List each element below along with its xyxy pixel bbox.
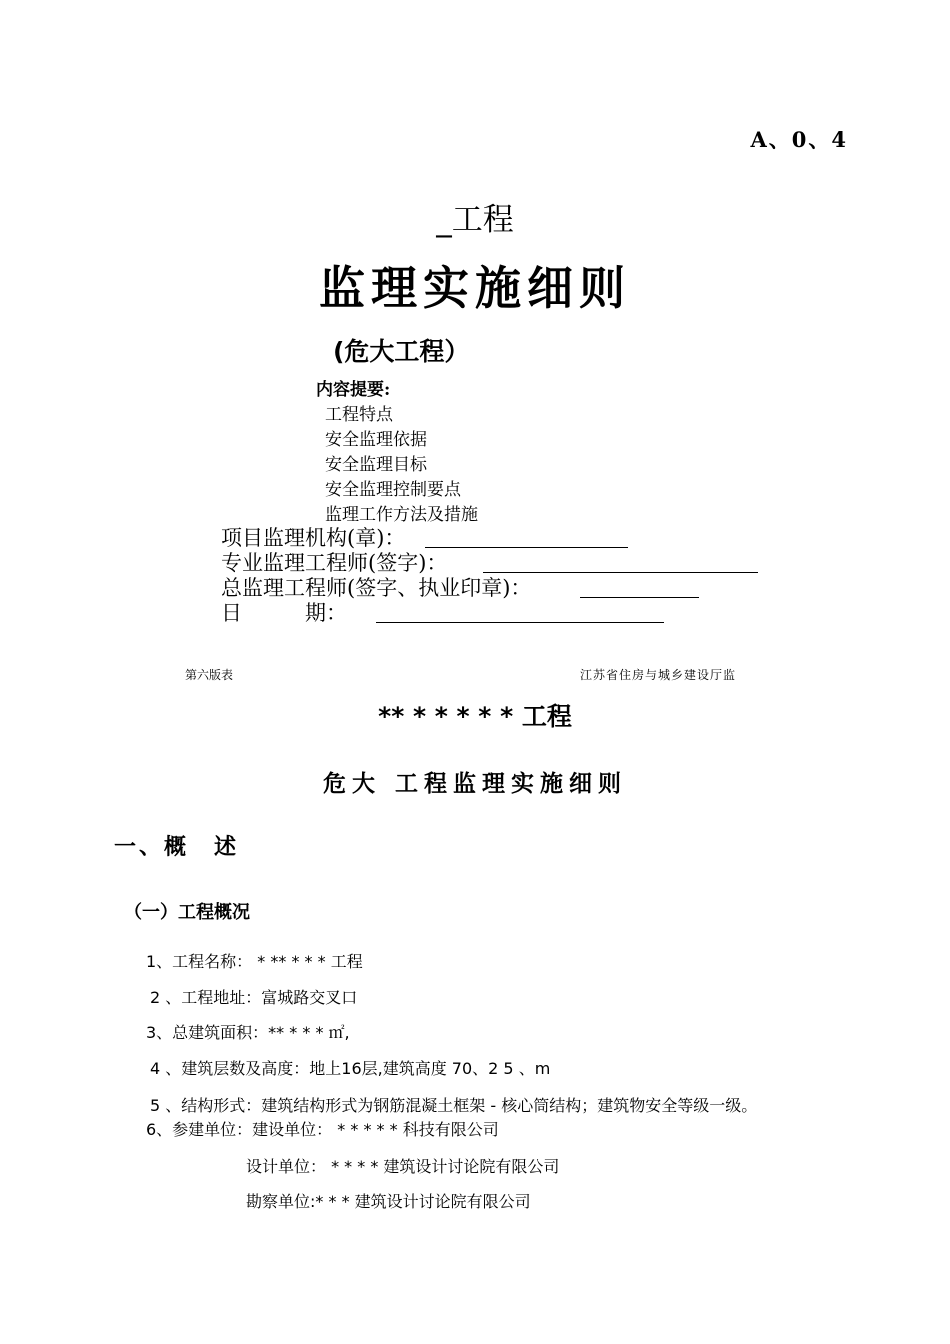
subsection-heading: （一）工程概况 (124, 902, 250, 923)
toc-item: 安全监理依据 (325, 430, 427, 450)
cover-subtitle: (危大工程） (333, 337, 470, 366)
sign-date-label: 日 期： (221, 601, 347, 625)
section-heading: 一、概 述 (114, 835, 240, 860)
sign-org-line (425, 547, 628, 548)
cover-project-line: _工程 (436, 202, 514, 238)
sign-engineer-label: 专业监理工程师(签字)： (221, 551, 448, 575)
sign-chief-label: 总监理工程师(签字、执业印章)： (221, 576, 532, 600)
toc-item: 安全监理目标 (325, 455, 427, 475)
sign-date-line (376, 622, 664, 623)
overview-item: 2 、工程地址：富城路交叉口 (150, 988, 358, 1007)
project-title: ** * * * * * 工程 (378, 702, 572, 731)
overview-item: 5 、结构形式：建筑结构形式为钢筋混凝土框架 - 核心筒结构；建筑物安全等级一级。 (150, 1096, 758, 1115)
overview-item: 4 、建筑层数及高度：地上16层,建筑高度 70、2 5 、m (150, 1059, 551, 1078)
overview-item: 设计单位： * * * * 建筑设计讨论院有限公司 (246, 1157, 560, 1176)
overview-item: 6、参建单位：建设单位： * * * * * 科技有限公司 (146, 1120, 499, 1139)
overview-item: 3、总建筑面积：** * * * ㎡, (146, 1023, 350, 1042)
footer-form-version: 第六版表 (185, 668, 234, 682)
toc-heading: 内容提要: (316, 380, 391, 400)
sign-chief-line (580, 597, 699, 598)
document-code: A、0、4 (750, 127, 848, 152)
toc-item: 工程特点 (325, 405, 393, 425)
document-title: 危大 工程监理实施细则 (322, 771, 627, 797)
toc-item: 监理工作方法及措施 (325, 505, 478, 525)
sign-org-label: 项目监理机构(章)： (221, 526, 406, 550)
overview-item: 勘察单位:* * * 建筑设计讨论院有限公司 (246, 1192, 531, 1211)
overview-item: 1、工程名称： * ** * * * 工程 (146, 952, 363, 971)
cover-title: 监理实施细则 (319, 261, 631, 315)
toc-item: 安全监理控制要点 (325, 480, 461, 500)
footer-issuer: 江苏省住房与城乡建设厅监 (580, 668, 737, 682)
